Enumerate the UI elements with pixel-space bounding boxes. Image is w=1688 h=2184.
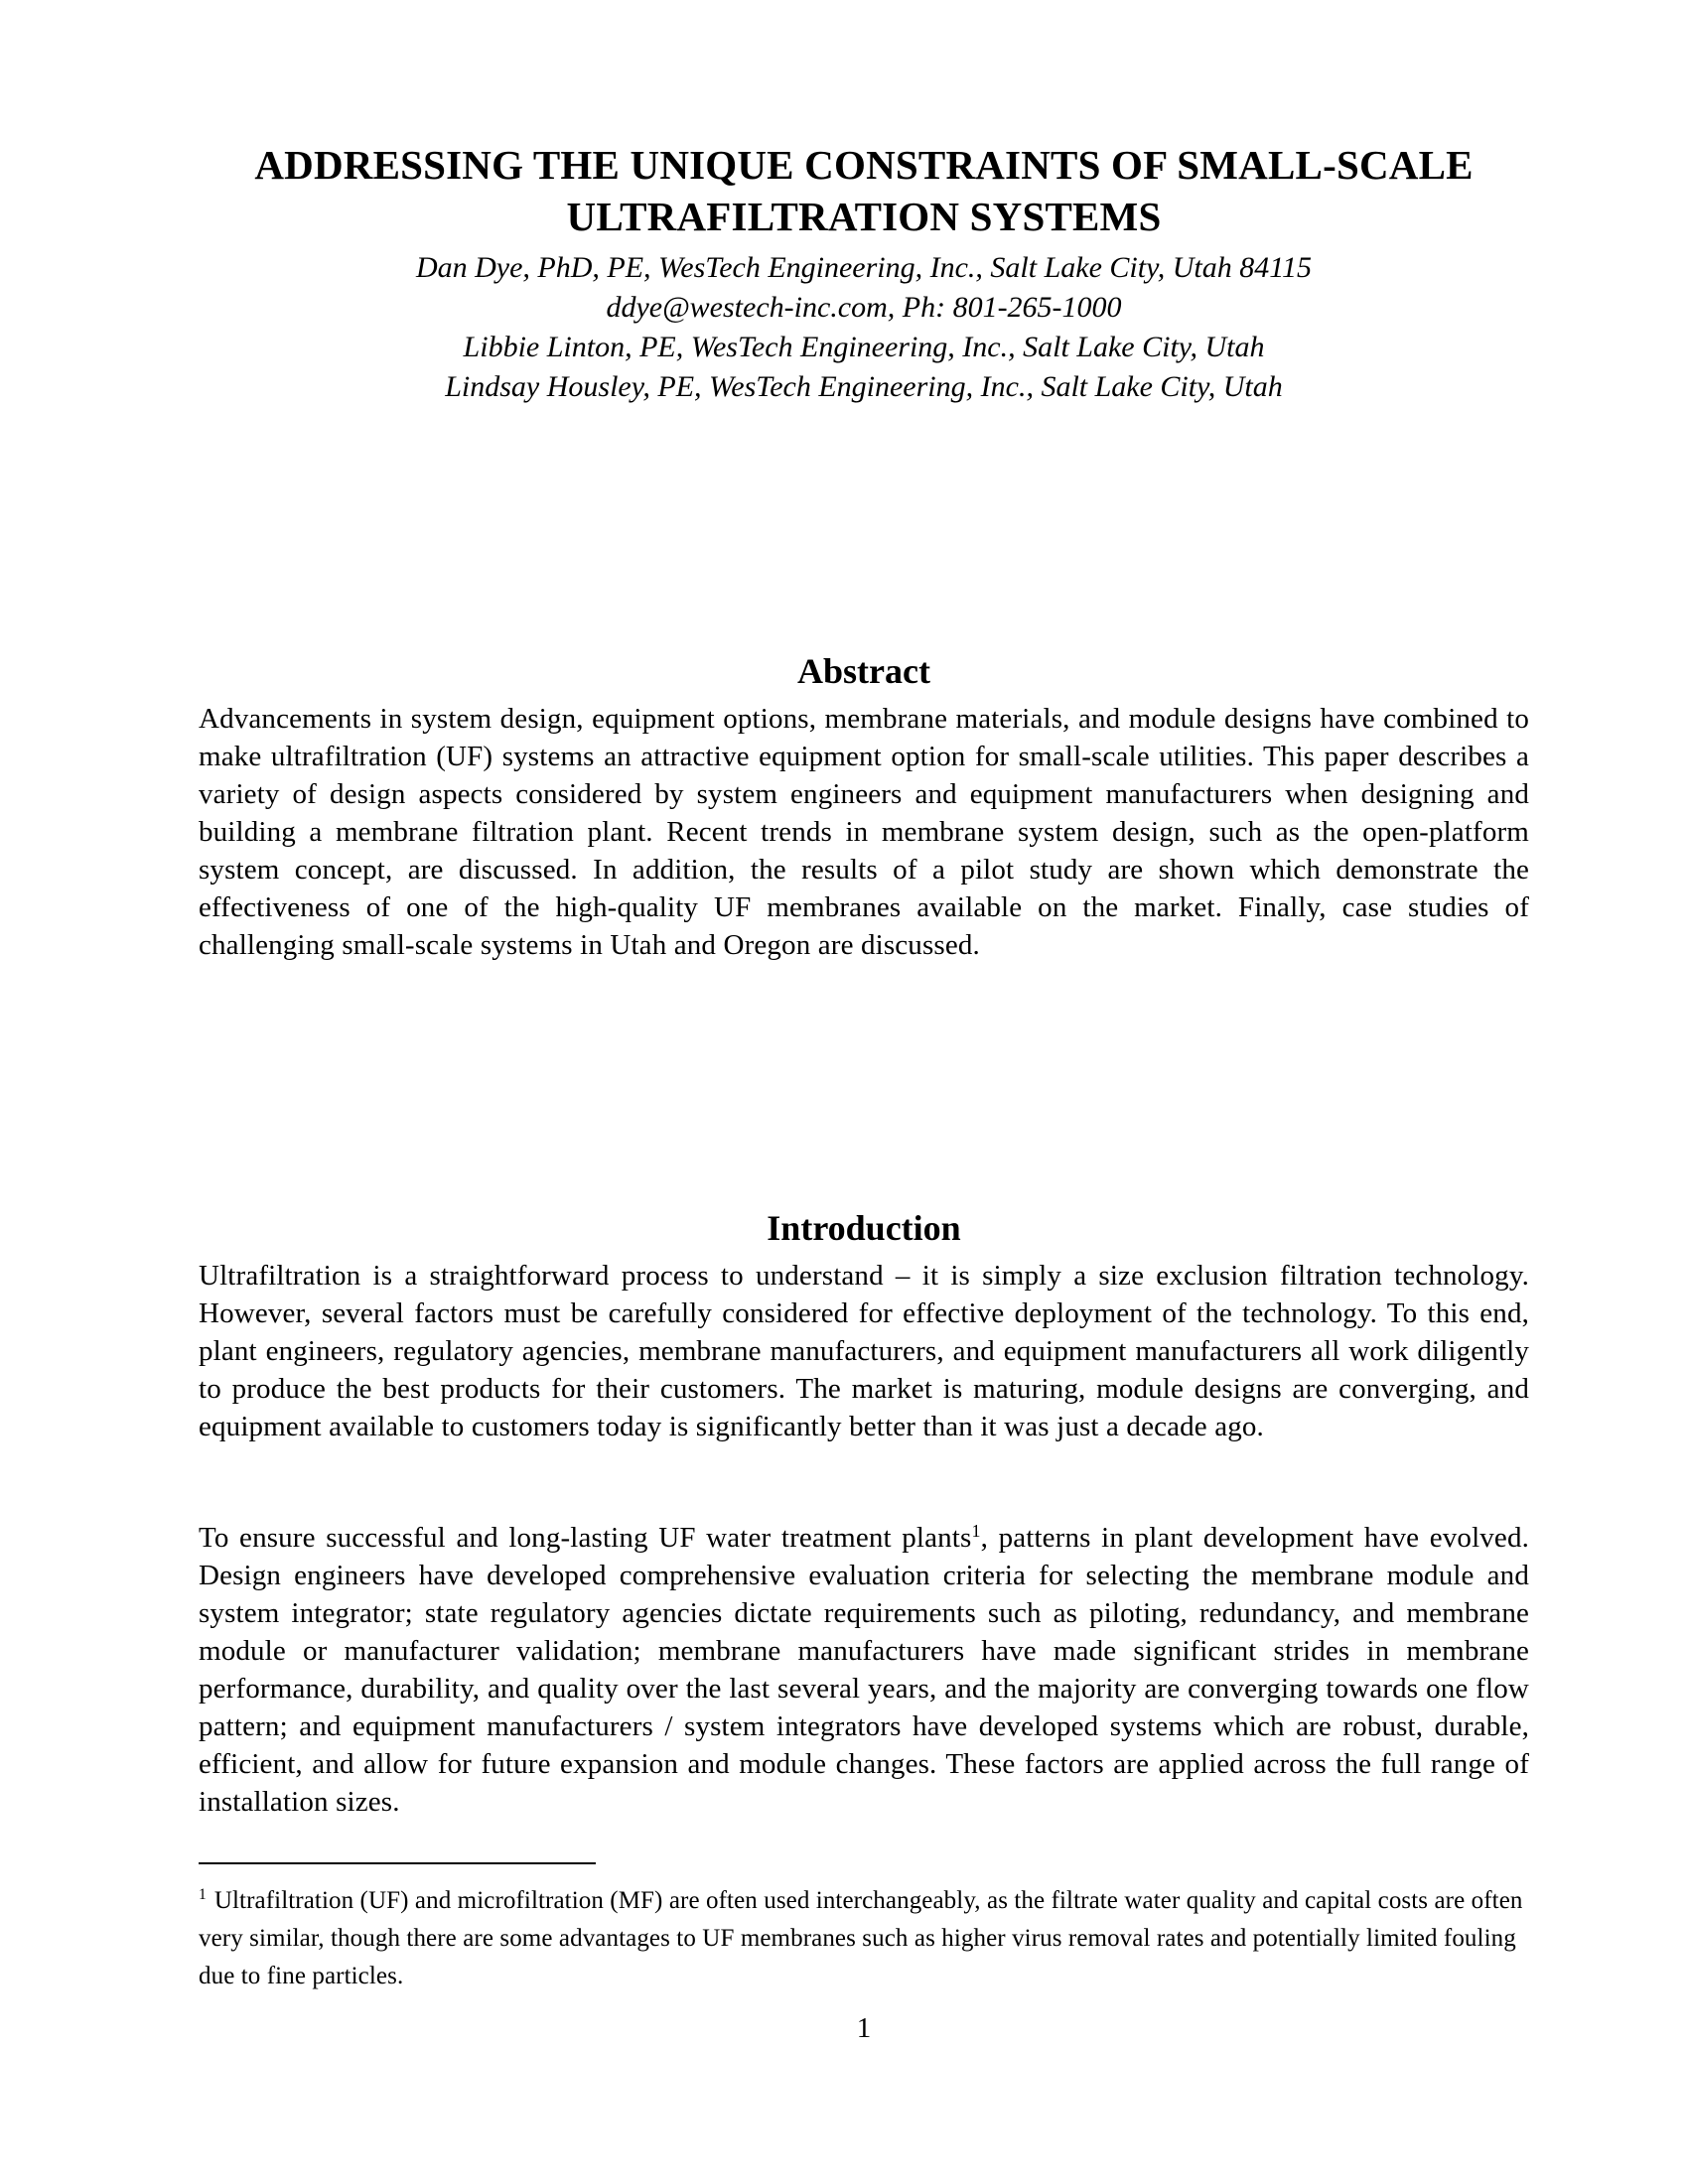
footnote-marker: 1 [199, 1886, 207, 1904]
page-title-line-1: ADDRESSING THE UNIQUE CONSTRAINTS OF SMALL-SCALE [254, 142, 1474, 188]
intro-p2-text: To ensure successful and long-lasting UF water treatment plants [199, 1522, 972, 1554]
introduction-paragraph-1: Ultrafiltration is a straightforward process to understand – it is simply a size exclusion filtration technology. However, several factors must be carefully considered for effective deployment of the technology. To this end, plant engineers, regulatory agencies, membrane manufacturers, and equipment manufacturers all work diligently to produce the best products for their customers. The market is maturing, module designs are converging, and equipment available to customers today is significantly better than it was just a decade ago. [199, 1260, 1529, 1442]
author-line: Dan Dye, PhD, PE, WesTech Engineering, Inc., Salt Lake City, Utah 84115 [415, 251, 1313, 284]
footnote-reference-superscript: 1 [971, 1521, 981, 1542]
page-title-line-2: ULTRAFILTRATION SYSTEMS [566, 194, 1162, 239]
page-title [199, 139, 1529, 242]
author-line: Libbie Linton, PE, WesTech Engineering, Inc., Salt Lake City, Utah [463, 331, 1265, 363]
footnote-separator-rule [199, 1862, 596, 1864]
authors-block [199, 248, 1529, 407]
introduction-heading: Introduction [767, 1208, 961, 1248]
page-number: 1 [856, 2012, 872, 2044]
footnote [199, 1882, 1529, 1995]
abstract-heading: Abstract [797, 651, 930, 691]
author-contact-line: ddye@westech-inc.com, Ph: 801-265-1000 [606, 291, 1122, 324]
intro-p2-text-continued: , patterns in plant development have evolved. Design engineers have developed comprehensive evaluation criteria for selecting the membrane module and system integrator; state regulatory agencies dictate requirements such as piloting, redundancy, and membrane module or manufacturer validation; membrane manufacturers have made significant strides in membrane performance, durability, and quality over the last several years, and the majority are converging towards one flow pattern; and equipment manufacturers / system integrators have developed systems which are robust, durable, efficient, and allow for future expansion and module changes. These factors are applied across the full range of installation sizes. [199, 1522, 1529, 1818]
footnote-area [199, 1862, 1529, 1995]
abstract-paragraph: Advancements in system design, equipment options, membrane materials, and module designs have combined to make ultrafiltration (UF) systems an attractive equipment option for small-scale utilities. This paper describes a variety of design aspects considered by system engineers and equipment manufacturers when designing and building a membrane filtration plant. Recent trends in membrane system design, such as the open-platform system concept, are discussed. In addition, the results of a pilot study are shown which demonstrate the effectiveness of one of the high-quality UF membranes available on the market. Finally, case studies of challenging small-scale systems in Utah and Oregon are discussed. [199, 703, 1529, 961]
author-line: Lindsay Housley, PE, WesTech Engineering, Inc., Salt Lake City, Utah [445, 370, 1283, 403]
introduction-paragraph-2 [199, 1519, 1529, 1821]
footnote-body-text: Ultrafiltration (UF) and microfiltration (MF) are often used interchangeably, as the filtrate water quality and capital costs are often very similar, though there are some advantages to UF membranes such as higher virus removal rates and potentially limited fouling due to fine particles. [199, 1887, 1523, 1989]
